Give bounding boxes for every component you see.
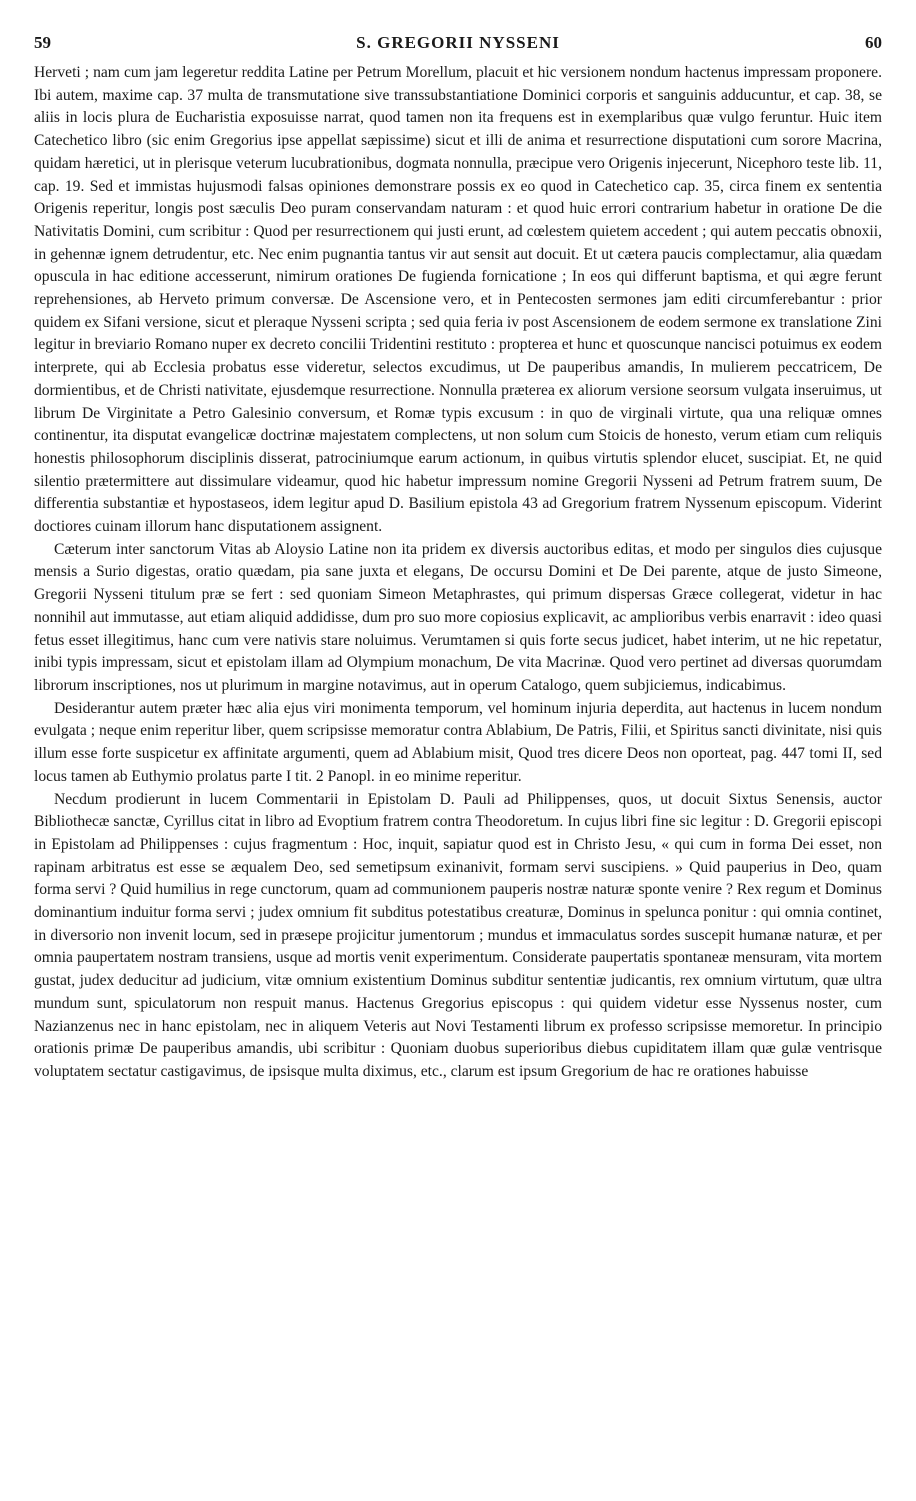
paragraph-2: Cæterum inter sanctorum Vitas ab Aloysio Latine non ita pridem ex diversis auctoribus editas, et modo per singulos dies cujusque mensis a Surio digestas, oratio quædam, pia sane juxta et elegans, De occursu Domini et De Dei parente, atque de justo Simeone, Gregorii Nysseni titulum præ se fert : sed quoniam Simeon Metaphrastes, qui primum dispersas Græce collegerat, videtur in hac nonnihil aut immutasse, aut etiam aliquid addidisse, dum pro suo more copiosius explicavit, ac amplioribus verbis enarravit : ideo quasi fetus esset illegitimus, hanc cum vere nativis stare noluimus. Verumtamen si quis forte secus judicet, habet interim, ut ne hic repetatur, inibi typis impressam, sicut et epistolam illam ad Olympium monachum, De vita Macrinæ. Quod vero pertinet ad diversas quorumdam librorum inscriptiones, nos ut plurimum in margine notavimus, aut in operum Catalogo, quem subjiciemus, indicabimus. [34, 540, 882, 694]
page-number-left: 59 [34, 33, 51, 52]
paragraph-1: Herveti ; nam cum jam legeretur reddita Latine per Petrum Morellum, placuit et hic versionem nondum hactenus impressam proponere. Ibi autem, maxime cap. 37 multa de transmutatione sive transsubstantiatione Dominici corporis et sanguinis adducuntur, et cap. 38, se aliis in locis plura de Eucharistia exposuisse narrat, quod tamen non ita frequens est in exemplaribus quæ vulgo feruntur. Huic item Catechetico libro (sic enim Gregorius ipse appellat sæpissime) sicut et illi de anima et resurrectione disputationi cum sorore Macrina, quidam hæretici, ut in plerisque veterum lucubrationibus, dogmata nonnulla, præcipue vero Origenis injecerunt, Nicephoro teste lib. 11, cap. 19. Sed et immistas hujusmodi falsas opiniones demonstrare possis ex eo quod in Catechetico cap. 35, circa finem ex sententia Origenis reperitur, longis post sæculis Deo puram conservandam naturam : et quod huic errori contrarium habetur in oratione De die Nativitatis Domini, cum scribitur : Quod per resurrectionem qui justi erunt, ad cœlestem quietem accedent ; qui autem peccatis obnoxii, in gehennæ ignem detrudentur, etc. Nec enim pugnantia tantus vir aut sensit aut docuit. Et ut cætera paucis complectamur, alia quædam opuscula in hac editione accesserunt, nimirum orationes De fugienda fornicatione ; In eos qui differunt baptisma, et qui ægre ferunt reprehensiones, ab Herveto primum conversæ. De Ascensione vero, et in Pentecosten sermones jam editi circumferebantur : prior quidem ex Sifani versione, sicut et pleraque Nysseni scripta ; sed quia feria iv post Ascensionem de eodem sermone ex translatione Zini legitur in breviario Romano nuper ex decreto concilii Tridentini restituto : propterea et hunc et quoscunque nancisci potuimus ex eodem interprete, qui ab Ecclesia probatus esse videretur, selectos excudimus, ut De pauperibus amandis, In mulierem peccatricem, De dormientibus, et de Christi nativitate, ejusdemque resurrectione. Nonnulla præterea ex aliorum versione seorsum vulgata inseruimus, ut librum De Virginitate a Petro Galesinio conversum, et Romæ typis excusum : in quo de virginali virtute, qua una reliquæ omnes continentur, ita disputat evangelicæ doctrinæ majestatem complectens, ut non solum cum Stoicis de honesto, verum etiam cum reliquis honestis philosophorum disciplinis disserat, patrociniumque earum actionum, in quibus virtutis splendor elucet, suscipiat. Et, ne quid silentio prætermittere aut dissimulare videamur, quod hic habetur impressum nomine Gregorii Nysseni ad Petrum fratrem suum, De differentia substantiæ et hypostaseos, idem legitur apud D. Basilium epistola 43 ad Gregorium fratrem Nyssenum episcopum. Viderint doctiores cuinam illorum hanc disputationem assignent. [34, 64, 882, 536]
text-body [34, 62, 882, 1084]
running-title: S. GREGORII NYSSENI [356, 33, 560, 52]
running-header [34, 31, 882, 55]
document-page [34, 0, 882, 1501]
page-number-right: 60 [865, 33, 882, 52]
paragraph-4: Necdum prodierunt in lucem Commentarii in Epistolam D. Pauli ad Philippenses, quos, ut docuit Sixtus Senensis, auctor Bibliothecæ sanctæ, Cyrillus citat in libro ad Evoptium fratrem contra Theodoretum. In cujus libri fine sic legitur : D. Gregorii episcopi in Epistolam ad Philippenses : cujus fragmentum : Hoc, inquit, sapiatur quod est in Christo Jesu, « qui cum in forma Dei esset, non rapinam arbitratus est esse se æqualem Deo, sed semetipsum exinanivit, formam servi suscipiens. » Quid pauperius in Deo, quam forma servi ? Quid humilius in rege cunctorum, quam ad communionem pauperis nostræ naturæ sponte venire ? Rex regum et Dominus dominantium induitur forma servi ; judex omnium fit subditus potestatibus creaturæ, Dominus in spelunca ponitur : qui omnia continet, in diversorio non invenit locum, sed in præsepe projicitur jumentorum ; mundus et immaculatus sordes suscepit humanæ naturæ, et per omnia paupertatem nostram transiens, usque ad mortis venit experimentum. Considerate paupertatis spontaneæ mensuram, vita mortem gustat, judex deducitur ad judicium, vitæ omnium existentium Dominus subditur sententiæ judicantis, rex omnium virtutum, quæ ultra mundum sunt, spiculatorum non respuit manus. Hactenus Gregorius episcopus : qui quidem videtur esse Nyssenus noster, cum Nazianzenus nec in hanc epistolam, nec in aliquem Veteris aut Novi Testamenti librum ex professo scripsisse memoretur. In principio orationis primæ De pauperibus amandis, ubi scribitur : Quoniam duobus superioribus diebus cupiditatem illam quæ gulæ ventrisque voluptatem sectatur castigavimus, de ipsisque multa diximus, etc., clarum est ipsum Gregorium de hac re orationes habuisse [34, 790, 882, 1080]
paragraph-3: Desiderantur autem præter hæc alia ejus viri monimenta temporum, vel hominum injuria deperdita, aut hactenus in lucem nondum evulgata ; neque enim reperitur liber, quem scripsisse memoratur contra Ablabium, De Patris, Filii, et Spiritus sancti divinitate, nisi quis illum esse forte suspicetur ex affinitate argumenti, quem ad Ablabium misit, Quod tres dicere Deos non oporteat, pag. 447 tomi II, sed locus tamen ab Euthymio prolatus parte I tit. 2 Panopl. in eo minime reperitur. [34, 699, 882, 785]
